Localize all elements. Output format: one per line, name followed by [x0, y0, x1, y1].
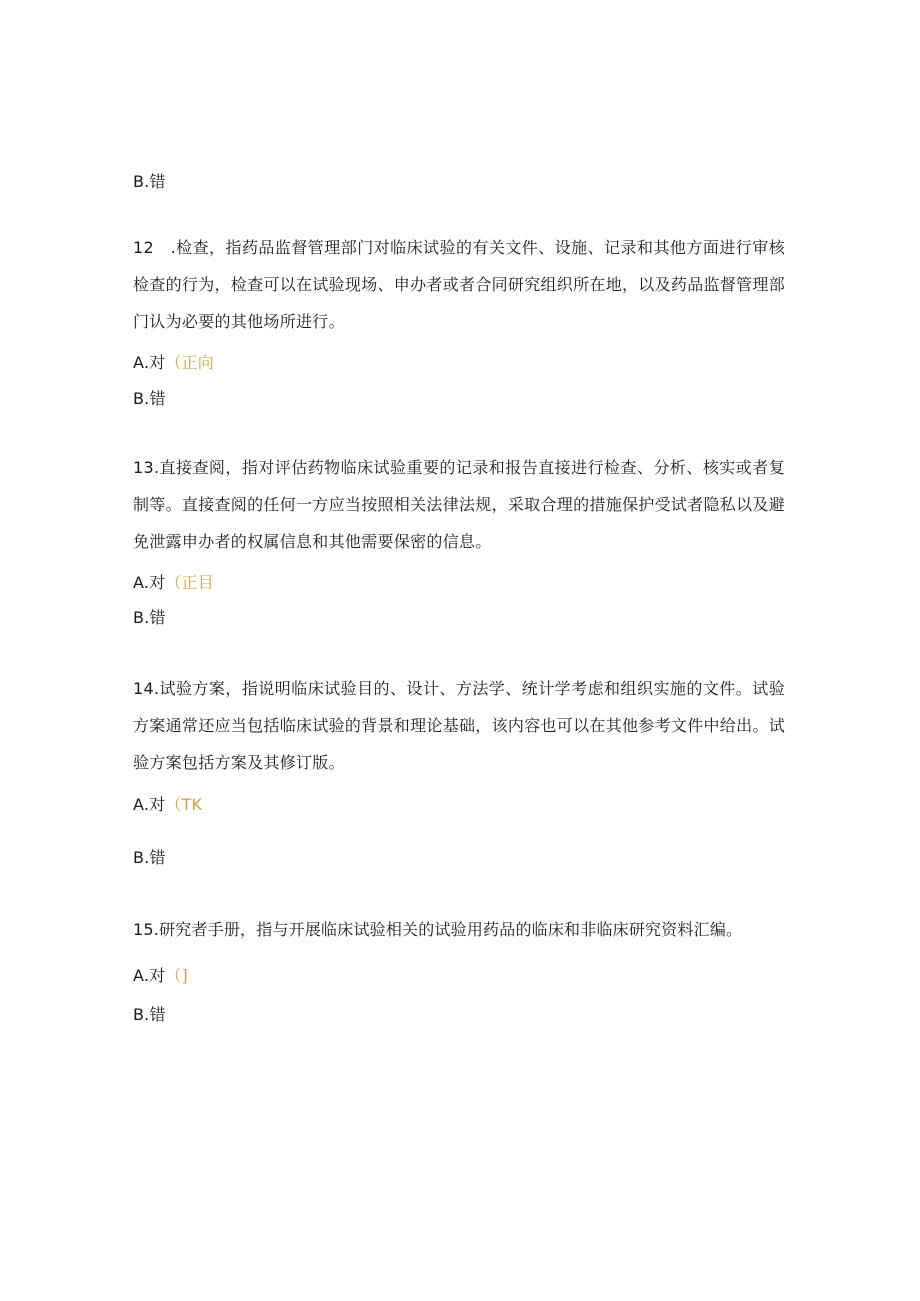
question-15-option-b — [133, 1005, 166, 1025]
question-14-option-b — [133, 848, 166, 868]
answer-mark: （正目 — [165, 573, 214, 592]
option-b-label: B.错 — [133, 1005, 166, 1024]
option-b-prev — [133, 172, 166, 192]
question-12-text: 12 .检查，指药品监督管理部门对临床试验的有关文件、设施、记录和其他方面进行审核检查的行为，检查可以在试验现场、申办者或者合同研究组织所在地，以及药品监督管理部门认为必要的其他场所进行。 — [133, 238, 786, 331]
option-b-label: B.错 — [133, 848, 166, 867]
question-13-text: 13.直接查阅，指对评估药物临床试验重要的记录和报告直接进行检查、分析、核实或者复制等。直接查阅的任何一方应当按照相关法律法规，采取合理的措施保护受试者隐私以及避免泄露申办者的权属信息和其他需要保密的信息。 — [133, 458, 786, 551]
option-a-label: A.对 — [133, 353, 166, 372]
option-b-label: B.错 — [133, 608, 166, 627]
question-12-option-b — [133, 389, 166, 409]
question-13-option-b — [133, 608, 166, 628]
question-13-option-a — [133, 573, 214, 593]
option-b-label: B.错 — [133, 389, 166, 408]
question-15-text: 15.研究者手册，指与开展临床试验相关的试验用药品的临床和非临床研究资料汇编。 — [133, 920, 743, 939]
answer-mark: （正向 — [165, 353, 214, 372]
question-12-option-a — [133, 353, 214, 373]
question-15-option-a — [133, 966, 188, 986]
option-b-label: B.错 — [133, 172, 166, 191]
question-14-text: 14.试验方案，指说明临床试验目的、设计、方法学、统计学考虑和组织实施的文件。试验方案通常还应当包括临床试验的背景和理论基础，该内容也可以在其他参考文件中给出。试验方案包括方案及其修订版。 — [133, 679, 786, 772]
answer-mark: （] — [165, 966, 189, 985]
option-a-label: A.对 — [133, 573, 166, 592]
option-a-label: A.对 — [133, 966, 166, 985]
question-14-option-a — [133, 795, 202, 815]
option-a-label: A.对 — [133, 795, 166, 814]
answer-mark: （TK — [165, 795, 203, 814]
